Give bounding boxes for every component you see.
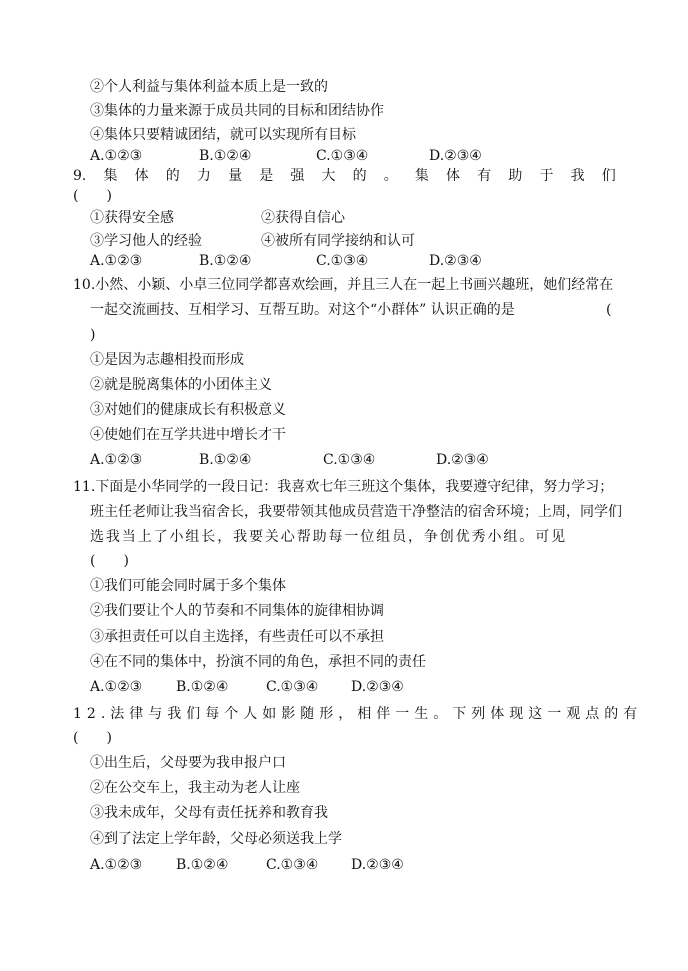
- q9-item-1: ①获得安全感: [90, 210, 174, 226]
- q10-option-b: B.①②④: [199, 452, 252, 468]
- q10-stem-line1: 10.小然、小颖、小卓三位同学都喜欢绘画，并且三人在一起上书画兴趣班，她们经常在: [73, 277, 614, 293]
- q9-stem-char: 是: [259, 168, 274, 184]
- q11-option-c: C.①③④: [266, 679, 319, 695]
- q9-item-2: ②获得自信心: [261, 210, 345, 226]
- q9-stem-char: 集: [103, 168, 118, 184]
- q12-item-1: ①出生后，父母要为我申报户口: [90, 755, 286, 771]
- q8-item-4: ④集体只要精诚团结，就可以实现所有目标: [90, 127, 356, 143]
- q8-option-d: D.②③④: [429, 148, 482, 164]
- q10-option-c: C.①③④: [323, 452, 376, 468]
- q9-stem-char: 9.: [73, 168, 87, 184]
- q9-stem-char: 的: [352, 168, 367, 184]
- q8-option-b: B.①②④: [199, 148, 252, 164]
- q9-stem-char: 助: [508, 168, 523, 184]
- q12-stem-line1: 12.法律与我们每个人如影随形，相伴一生。下列体现这一观点的有: [73, 706, 643, 722]
- q11-stem-line1: 11.下面是小华同学的一段日记：我喜欢七年三班这个集体，我要遵守纪律，努力学习；: [73, 479, 614, 495]
- q12-answer-paren: ( ): [73, 730, 112, 746]
- q10-item-2: ②就是脱离集体的小团体主义: [90, 377, 272, 393]
- q12-option-b: B.①②④: [176, 857, 229, 873]
- q9-stem-char: 有: [477, 168, 492, 184]
- q10-stem-line2: 一起交流画技、互相学习、互帮互助。对这个“小群体” 认识正确的是: [90, 302, 515, 318]
- q12-option-c: C.①③④: [266, 857, 319, 873]
- q9-stem-char: 于: [539, 168, 554, 184]
- q12-item-4: ④到了法定上学年龄，父母必须送我上学: [90, 831, 342, 847]
- q9-stem: [73, 166, 616, 186]
- q11-option-d: D.②③④: [351, 679, 404, 695]
- q9-stem-char: 量: [228, 168, 243, 184]
- q9-answer-paren: ( ): [73, 188, 112, 204]
- q9-stem-char: 力: [196, 168, 211, 184]
- q11-option-b: B.①②④: [176, 679, 229, 695]
- q10-item-3: ③对她们的健康成长有积极意义: [90, 402, 286, 418]
- q9-stem-char: 大: [321, 168, 336, 184]
- q9-stem-char: 体: [446, 168, 461, 184]
- q11-item-1: ①我们可能会同时属于多个集体: [90, 578, 286, 594]
- q9-stem-char: 。: [383, 168, 398, 184]
- q11-answer-paren: ( ): [90, 553, 129, 569]
- q10-item-4: ④使她们在互学共进中增长才干: [90, 427, 286, 443]
- q9-option-b: B.①②④: [199, 253, 252, 269]
- q8-option-c: C.①③④: [316, 148, 369, 164]
- q9-stem-char: 强: [290, 168, 305, 184]
- q10-item-1: ①是因为志趣相投而形成: [90, 352, 244, 368]
- q8-item-2: ②个人利益与集体利益本质上是一致的: [90, 79, 328, 95]
- q10-answer-paren-close: ): [90, 327, 96, 343]
- q12-option-a: A.①②③: [90, 857, 143, 873]
- q11-item-4: ④在不同的集体中，扮演不同的角色，承担不同的责任: [90, 654, 426, 670]
- q9-option-d: D.②③④: [429, 253, 482, 269]
- q12-option-d: D.②③④: [351, 857, 404, 873]
- q9-option-c: C.①③④: [316, 253, 369, 269]
- q11-item-2: ②我们要让个人的节奏和不同集体的旋律相协调: [90, 603, 384, 619]
- q11-stem-line2: 班主任老师让我当宿舍长，我要带领其他成员营造干净整洁的宿舍环境；上周，同学们: [90, 504, 622, 520]
- q9-stem-char: 们: [601, 168, 616, 184]
- q9-item-3: ③学习他人的经验: [90, 233, 202, 249]
- q12-item-2: ②在公交车上，我主动为老人让座: [90, 780, 300, 796]
- q9-stem-char: 集: [414, 168, 429, 184]
- q10-option-d: D.②③④: [436, 452, 489, 468]
- q9-item-4: ④被所有同学接纳和认可: [261, 233, 415, 249]
- q11-stem-line3: 选我当上了小组长，我要关心帮助每一位组员，争创优秀小组。可见: [90, 529, 567, 545]
- q9-stem-char: 我: [570, 168, 585, 184]
- q9-stem-char: 的: [165, 168, 180, 184]
- q11-option-a: A.①②③: [90, 679, 143, 695]
- q8-item-3: ③集体的力量来源于成员共同的目标和团结协作: [90, 103, 384, 119]
- q11-item-3: ③承担责任可以自主选择，有些责任可以不承担: [90, 629, 384, 645]
- q10-option-a: A.①②③: [90, 452, 143, 468]
- q8-option-a: A.①②③: [90, 148, 143, 164]
- q9-option-a: A.①②③: [90, 253, 143, 269]
- q9-stem-char: 体: [134, 168, 149, 184]
- q10-answer-paren-open: (: [606, 302, 612, 318]
- q12-item-3: ③我未成年，父母有责任抚养和教育我: [90, 805, 328, 821]
